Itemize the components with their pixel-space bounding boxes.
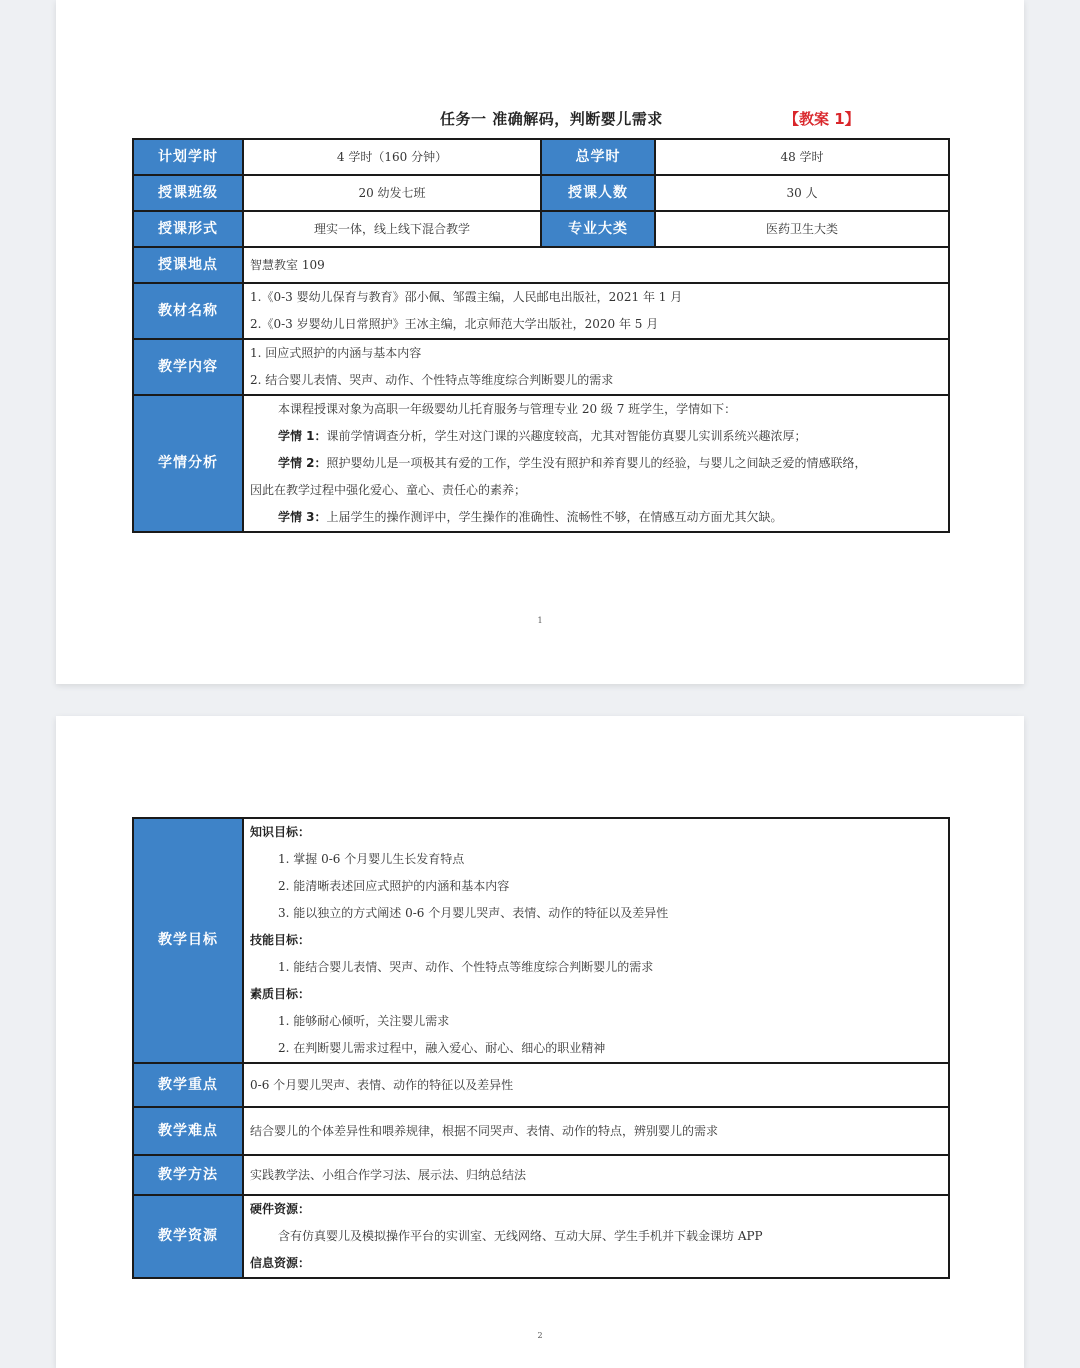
analysis-item-head: 学情 3： [278,510,327,524]
textbook-label: 教材名称 [133,283,243,339]
quality-goal-item: 2. 在判断婴儿需求过程中，融入爱心、耐心、细心的职业精神 [278,1041,606,1055]
content-item: 1. 回应式照护的内涵与基本内容 [250,346,422,360]
analysis-item [250,504,942,531]
content-label: 教学内容 [133,339,243,395]
skill-goal-item: 1. 能结合婴儿表情、哭声、动作、个性特点等维度综合判断婴儿的需求 [278,960,654,974]
quality-goal-item: 1. 能够耐心倾听，关注婴儿需求 [278,1014,450,1028]
students-label: 授课人数 [541,175,655,211]
page-number: 2 [537,1331,543,1340]
total-hours-value: 48 学时 [655,139,949,175]
knowledge-goal-item: 1. 掌握 0-6 个月婴儿生长发育特点 [278,852,465,866]
location-label: 授课地点 [133,247,243,283]
hardware-resources-heading: 硬件资源： [250,1202,311,1216]
analysis-item [250,423,942,450]
table-row [133,175,949,211]
content-item: 2. 结合婴儿表情、哭声、动作、个性特点等维度综合判断婴儿的需求 [250,373,614,387]
goals-label: 教学目标 [133,818,243,1063]
focus-label: 教学重点 [133,1063,243,1107]
analysis-item-text: 上届学生的操作测评中，学生操作的准确性、流畅性不够，在情感互动方面尤其欠缺。 [326,510,783,524]
analysis-item-text: 照护婴幼儿是一项极其有爱的工作，学生没有照护和养育婴儿的经验，与婴儿之间缺乏爱的情感联络， [326,456,867,470]
total-hours-label: 总学时 [541,139,655,175]
table-row [133,1063,949,1107]
table-row [133,1155,949,1195]
table-row [133,247,949,283]
knowledge-goals-heading: 知识目标： [250,825,311,839]
table-row [133,1107,949,1155]
document-page-2 [56,716,1024,1368]
table-row [133,211,949,247]
quality-goals-heading: 素质目标： [250,987,311,1001]
textbook-item: 2.《0-3 岁婴幼儿日常照护》王冰主编，北京师范大学出版社，2020 年 5 月 [250,317,659,331]
table-row [133,395,949,532]
hardware-resources-value: 含有仿真婴儿及模拟操作平台的实训室、无线网络、互动大屏、学生手机并下载金课坊 APP [278,1229,763,1243]
knowledge-goal-item: 3. 能以独立的方式阐述 0-6 个月婴儿哭声、表情、动作的特征以及差异性 [278,906,669,920]
analysis-label: 学情分析 [133,395,243,532]
lesson-plan-tag: 【教案 1】 [784,110,860,128]
analysis-content [243,395,949,532]
table-row [133,818,949,1063]
content-list [243,339,949,395]
analysis-item-continuation: 因此在教学过程中强化爱心、童心、责任心的素养； [250,483,527,497]
analysis-item-head: 学情 1： [278,429,327,443]
info-resources-heading: 信息资源： [250,1256,311,1270]
table-row [133,283,949,339]
analysis-item [250,450,942,477]
goals-content [243,818,949,1063]
table-row [133,1195,949,1278]
knowledge-goal-item: 2. 能清晰表述回应式照护的内涵和基本内容 [278,879,510,893]
analysis-intro: 本课程授课对象为高职一年级婴幼儿托育服务与管理专业 20 级 7 班学生，学情如下： [278,402,737,416]
lesson-info-table [132,138,950,533]
textbook-item: 1.《0-3 婴幼儿保育与教育》邵小佩、邹霞主编，人民邮电出版社，2021 年 1 月 [250,290,683,304]
form-value: 理实一体，线上线下混合教学 [243,211,541,247]
method-value: 实践教学法、小组合作学习法、展示法、归纳总结法 [243,1155,949,1195]
resource-label: 教学资源 [133,1195,243,1278]
category-label: 专业大类 [541,211,655,247]
document-page-1 [56,0,1024,684]
page-number: 1 [537,616,543,625]
planned-hours-label: 计划学时 [133,139,243,175]
lesson-title-row [132,108,948,134]
analysis-item-text: 课前学情调查分析，学生对这门课的兴趣度较高，尤其对智能仿真婴儿实训系统兴趣浓厚； [326,429,807,443]
focus-value: 0-6 个月婴儿哭声、表情、动作的特征以及差异性 [243,1063,949,1107]
planned-hours-value: 4 学时（160 分钟） [243,139,541,175]
location-value: 智慧教室 109 [243,247,949,283]
students-value: 30 人 [655,175,949,211]
lesson-title: 任务一 准确解码，判断婴儿需求 [440,110,663,128]
class-value: 20 幼发七班 [243,175,541,211]
method-label: 教学方法 [133,1155,243,1195]
form-label: 授课形式 [133,211,243,247]
table-row [133,339,949,395]
analysis-item-head: 学情 2： [278,456,327,470]
difficulty-label: 教学难点 [133,1107,243,1155]
difficulty-value: 结合婴儿的个体差异性和喂养规律，根据不同哭声、表情、动作的特点，辨别婴儿的需求 [243,1107,949,1155]
class-label: 授课班级 [133,175,243,211]
table-row [133,139,949,175]
skill-goals-heading: 技能目标： [250,933,311,947]
lesson-goals-table [132,817,950,1279]
resource-content [243,1195,949,1278]
category-value: 医药卫生大类 [655,211,949,247]
textbook-list [243,283,949,339]
